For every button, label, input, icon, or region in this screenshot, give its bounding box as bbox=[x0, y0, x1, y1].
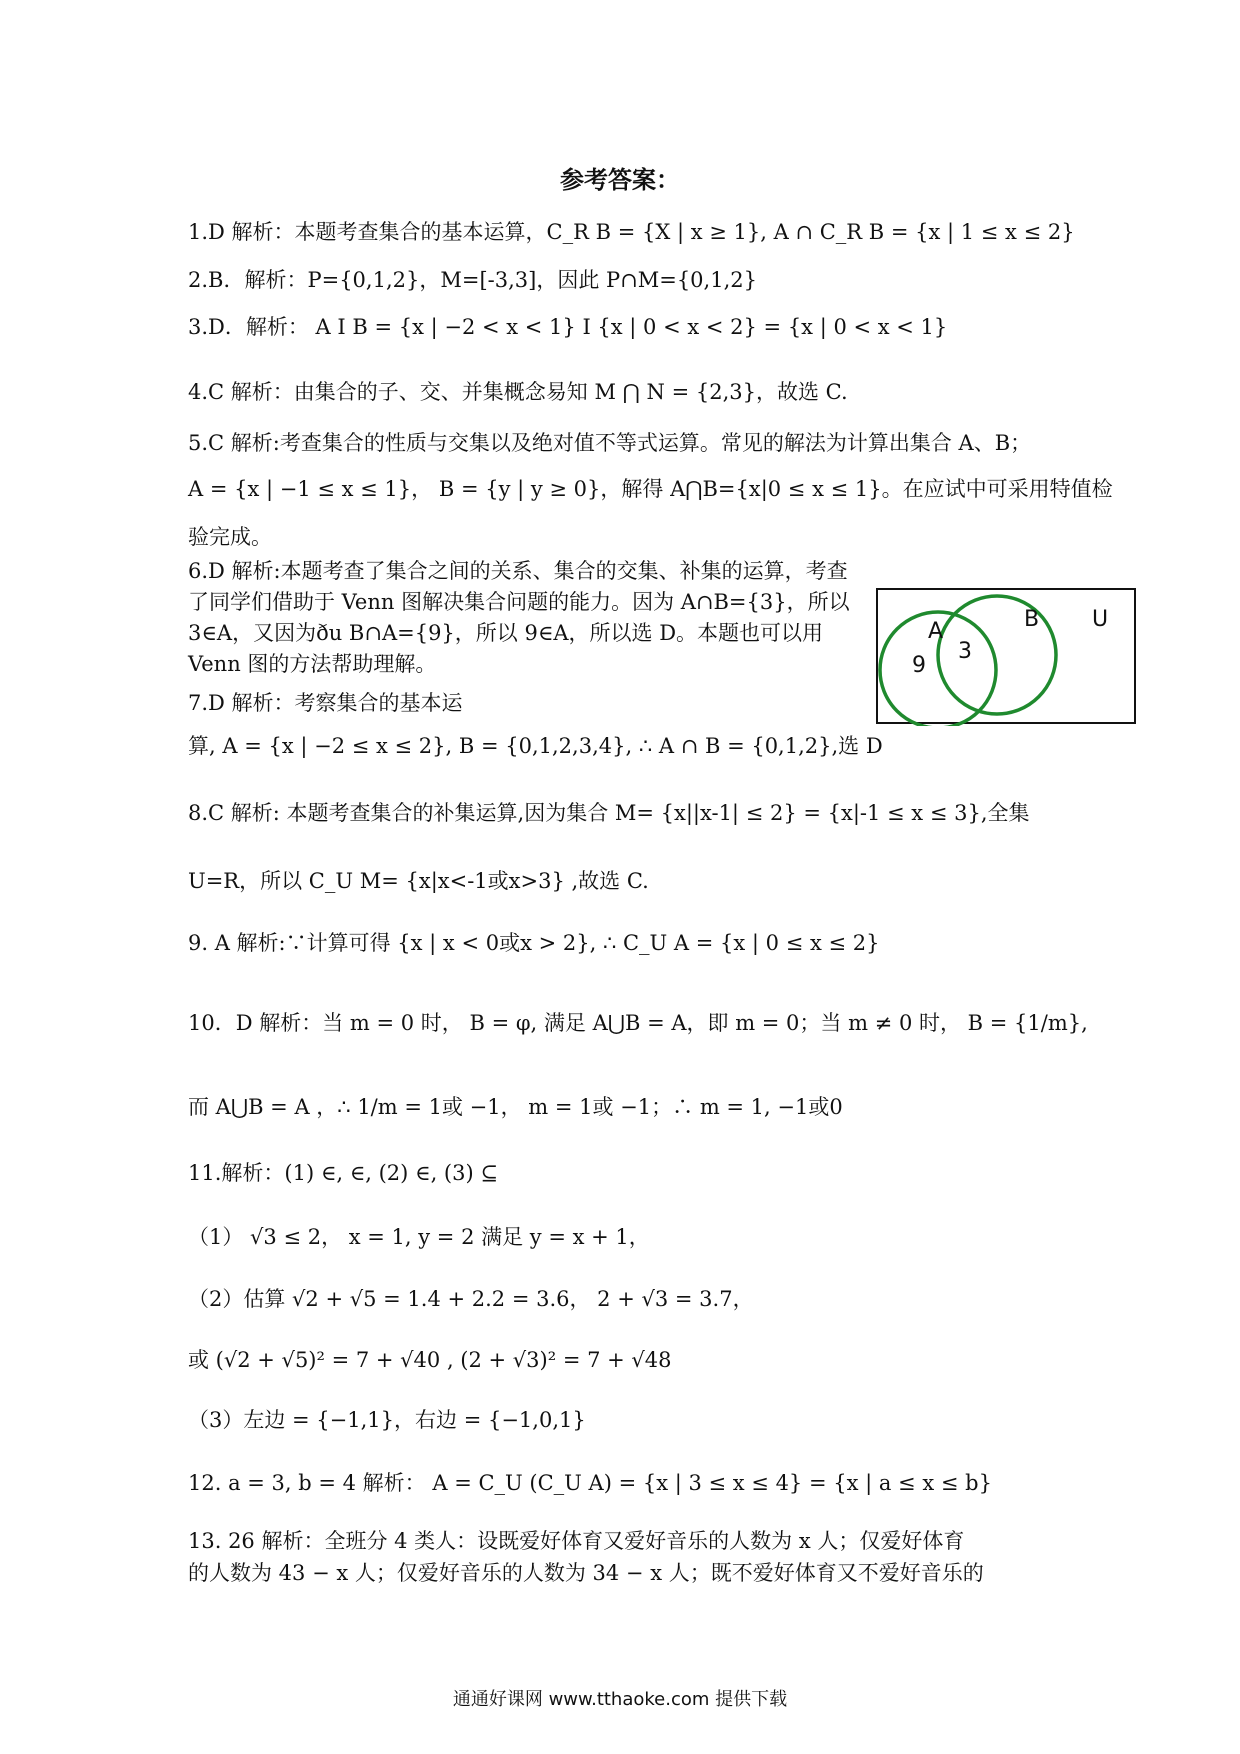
answer-11-part2-cont: 或 (√2 + √5)² = 7 + √40 , (2 + √3)² = 7 + √48 bbox=[188, 1348, 672, 1372]
page-footer: 通通好课网 www.tthaoke.com 提供下载 bbox=[452, 1689, 788, 1710]
set-b-label: B bbox=[1024, 607, 1040, 632]
page-title: 参考答案： bbox=[560, 166, 680, 194]
set-a-label: A bbox=[928, 619, 944, 644]
answer-1: 1.D 解析：本题考查集合的基本运算，C_R B = {X | x ≥ 1}, A ∩ C_R B = {x | 1 ≤ x ≤ 2} bbox=[188, 220, 1075, 244]
answer-10: 10．D 解析：当 m = 0 时， B = φ, 满足 A⋃B = A，即 m = 0；当 m ≠ 0 时， B = {1/m}, bbox=[188, 1011, 1088, 1035]
answer-5-cont: A = {x | −1 ≤ x ≤ 1}， B = {y | y ≥ 0}，解得 A⋂B={x|0 ≤ x ≤ 1}。在应试中可采用特值检 bbox=[188, 477, 1113, 501]
intersection-value: 3 bbox=[958, 639, 972, 664]
answer-12: 12. a = 3, b = 4 解析： A = C_U (C_U A) = {x | 3 ≤ x ≤ 4} = {x | a ≤ x ≤ b} bbox=[188, 1471, 992, 1495]
answer-11: 11.解析：(1) ∈, ∈, (2) ∈, (3) ⊆ bbox=[188, 1161, 498, 1185]
answer-8-cont: U=R，所以 C_U M= {x|x<-1或x>3} ,故选 C. bbox=[188, 869, 649, 893]
answer-13: 13. 26 解析：全班分 4 类人：设既爱好体育又爱好音乐的人数为 x 人；仅爱好体育 bbox=[188, 1529, 965, 1553]
answer-11-part2: （2）估算 √2 + √5 = 1.4 + 2.2 = 3.6， 2 + √3 = 3.7， bbox=[188, 1287, 754, 1311]
answer-5-end: 验完成。 bbox=[188, 525, 272, 549]
answer-5: 5.C 解析:考查集合的性质与交集以及绝对值不等式运算。常见的解法为计算出集合 A、B； bbox=[188, 431, 1032, 455]
answer-11-part1: （1） √3 ≤ 2， x = 1, y = 2 满足 y = x + 1， bbox=[188, 1225, 650, 1249]
venn-diagram bbox=[876, 588, 1138, 726]
answer-7: 7.D 解析：考察集合的基本运 bbox=[188, 691, 463, 715]
answer-13-cont: 的人数为 43 − x 人；仅爱好音乐的人数为 34 − x 人；既不爱好体育又不爱好音乐的 bbox=[188, 1561, 984, 1585]
universe-label: U bbox=[1092, 607, 1109, 632]
answer-4: 4.C 解析：由集合的子、交、并集概念易知 M ⋂ N = {2,3}，故选 C. bbox=[188, 380, 848, 404]
answer-2: 2.B．解析：P={0,1,2}，M=[-3,3]，因此 P∩M={0,1,2} bbox=[188, 268, 757, 292]
answer-6: 6.D 解析:本题考查了集合之间的关系、集合的交集、补集的运算，考查了同学们借助于 Venn 图解决集合问题的能力。因为 A∩B={3}，所以 3∈A，又因为ðu B∩A={9}，所以 9∈A，所以选 D。本题也可以用 Venn 图的方法帮助理解。 bbox=[188, 559, 850, 676]
answer-10-cont: 而 A⋃B = A ，∴ 1/m = 1或 −1， m = 1或 −1；∴ m = 1, −1或0 bbox=[188, 1095, 843, 1119]
answer-9: 9. A 解析:∵计算可得 {x | x < 0或x > 2}, ∴ C_U A = {x | 0 ≤ x ≤ 2} bbox=[188, 931, 880, 955]
answer-3: 3.D．解析： A I B = {x | −2 < x < 1} I {x | 0 < x < 2} = {x | 0 < x < 1} bbox=[188, 315, 948, 339]
answer-8: 8.C 解析: 本题考查集合的补集运算,因为集合 M= {x||x-1| ≤ 2} = {x|-1 ≤ x ≤ 3},全集 bbox=[188, 801, 1030, 825]
answer-11-part3: （3）左边 = {−1,1}，右边 = {−1,0,1} bbox=[188, 1408, 586, 1432]
a-only-value: 9 bbox=[912, 653, 926, 678]
answer-7-cont: 算, A = {x | −2 ≤ x ≤ 2}, B = {0,1,2,3,4}, ∴ A ∩ B = {0,1,2},选 D bbox=[188, 734, 883, 758]
